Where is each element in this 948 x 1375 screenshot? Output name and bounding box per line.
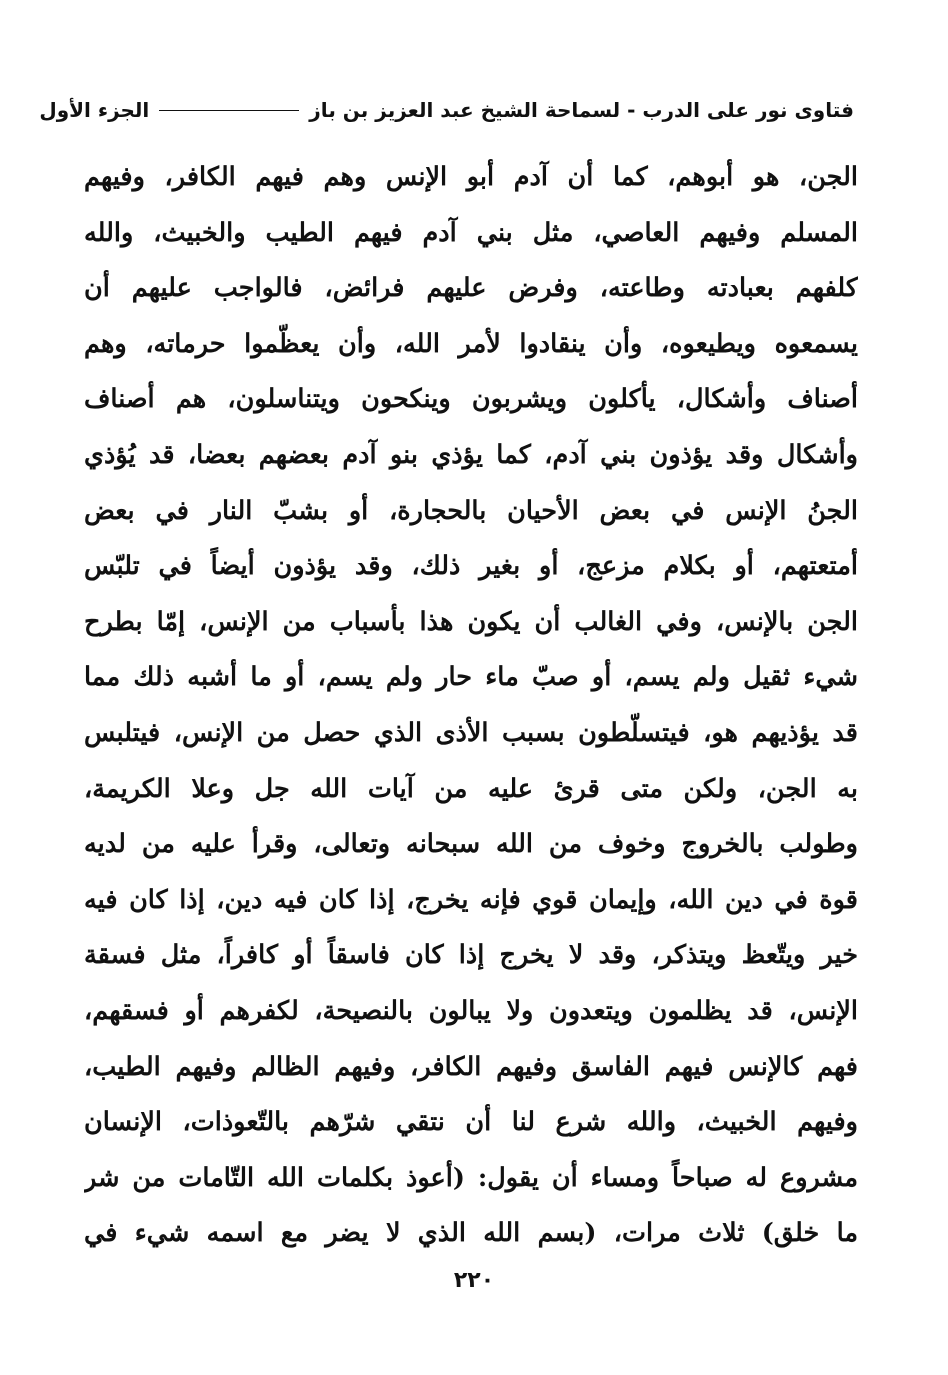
header-rule (159, 110, 299, 111)
book-title: فتاوى نور على الدرب - لسماحة الشيخ عبد العزيز بن باز (309, 98, 854, 122)
text-line: أصناف وأشكال، يأكلون ويشربون وينكحون ويتناسلون، هم أصناف (84, 384, 858, 415)
text-line: وأشكال وقد يؤذون بني آدم، كما يؤذي بنو آدم بعضهم بعضا، قد يُؤذي (84, 439, 858, 470)
text-line: ما خلق) ثلاث مرات، (بسم الله الذي لا يضر مع اسمه شيء في (84, 1218, 858, 1249)
text-line: المسلم وفيهم العاصي، مثل بني آدم فيهم الطيب والخبيث، والله (84, 217, 858, 248)
text-line: كلفهم بعبادته وطاعته، وفرض عليهم فرائض، فالواجب عليهم أن (84, 273, 858, 304)
text-line: قد يؤذيهم هو، فيتسلّطون بسبب الأذى الذي حصل من الإنس، فيتلبس (84, 717, 858, 748)
body-text (84, 150, 858, 1262)
text-line: الجنُ الإنس في بعض الأحيان بالحجارة، أو بشبّ النار في بعض (84, 495, 858, 526)
text-line: خير ويتّعظ ويتذكر، وقد لا يخرج إذا كان فاسقاً أو كافراً، مثل فسقة (84, 940, 858, 971)
text-line: شيء ثقيل ولم يسم، أو صبّ ماء حار ولم يسم، أو ما أشبه ذلك مما (84, 662, 858, 693)
text-line: يسمعوه ويطيعوه، وأن ينقادوا لأمر الله، وأن يعظّموا حرماته، وهم (84, 328, 858, 359)
text-line: الجن، هو أبوهم، كما أن آدم أبو الإنس وهم فيهم الكافر، وفيهم (84, 162, 858, 192)
volume-label: الجزء الأول (39, 98, 150, 122)
page-number: ٢٢٠ (453, 1268, 495, 1293)
text-line: قوة في دين الله، وإيمان قوي فإنه يخرج، إذا كان فيه دين، إذا كان فيه (84, 884, 858, 915)
running-header (39, 92, 854, 128)
text-line: مشروع له صباحاً ومساء أن يقول: (أعوذ بكلمات الله التّامات من شر (84, 1162, 858, 1193)
text-line: وفيهم الخبيث، والله شرع لنا أن نتقي شرّهم بالتّعوذات، الإنسان (84, 1107, 858, 1138)
text-line: فهم كالإنس فيهم الفاسق وفيهم الكافر، وفيهم الظالم وفيهم الطيب، (84, 1051, 858, 1082)
text-line: الجن بالإنس، وفي الغالب أن يكون هذا بأسباب من الإنس، إمّا بطرح (84, 606, 858, 637)
text-line: به الجن، ولكن متى قرئ عليه من آيات الله جل وعلا الكريمة، (84, 773, 858, 804)
text-line: أمتعتهم، أو بكلام مزعج، أو بغير ذلك، وقد يؤذون أيضاً في تلبّس (84, 551, 858, 582)
text-line: وطولب بالخروج وخوف من الله سبحانه وتعالى، وقرأ عليه من لديه (84, 829, 858, 860)
text-line: الإنس، قد يظلمون ويتعدون ولا يبالون بالنصيحة، لكفرهم أو فسقهم، (84, 995, 858, 1026)
